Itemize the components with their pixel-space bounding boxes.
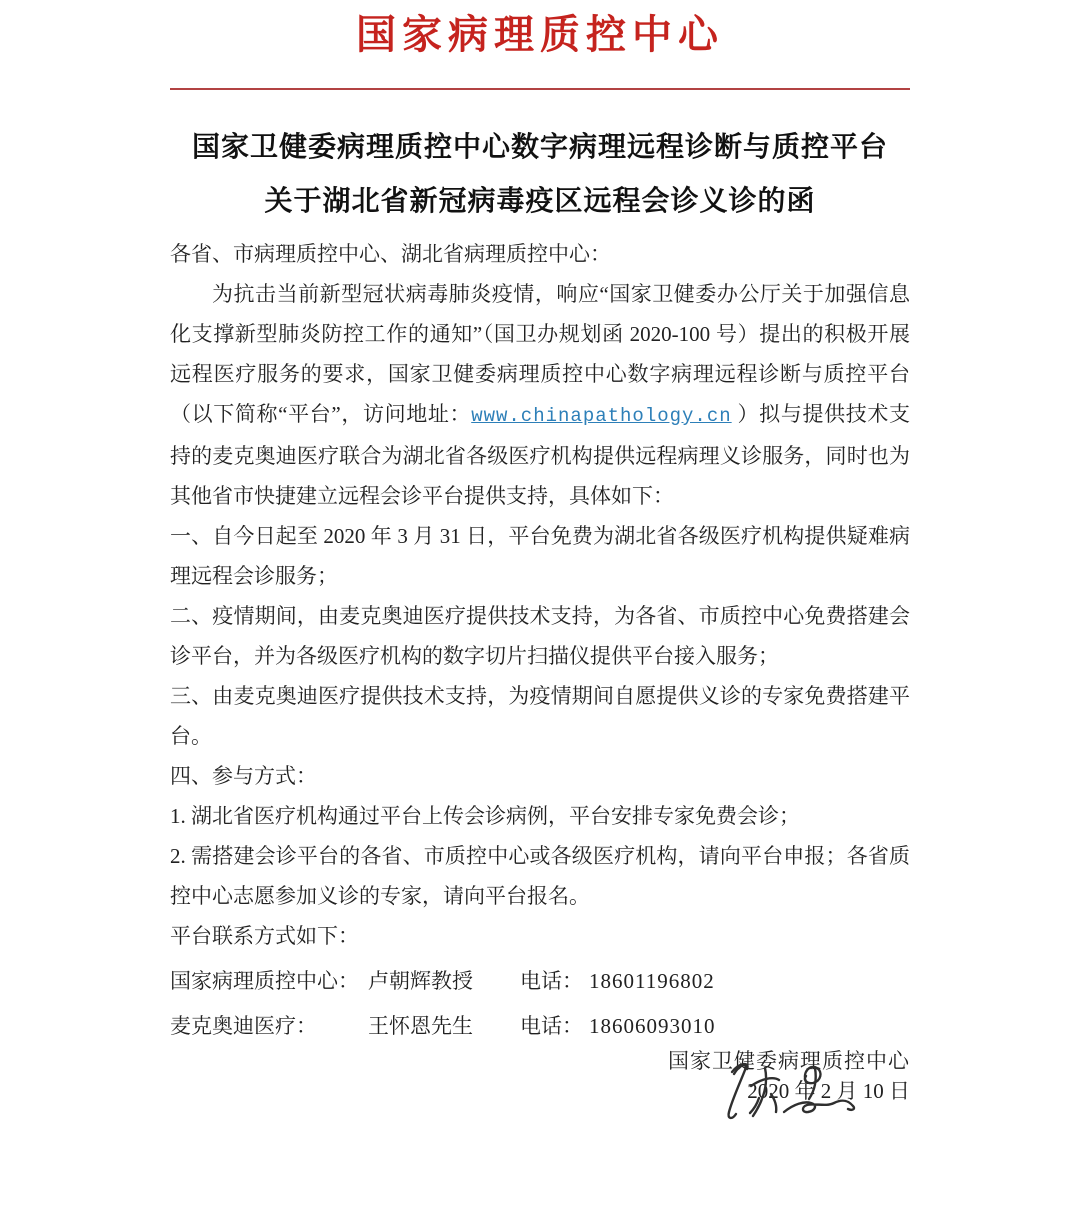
list-sub-item-1: 1. 湖北省医疗机构通过平台上传会诊病例，平台安排专家免费会诊； [170,804,800,828]
contact-phone-label: 电话： [520,969,583,993]
intro-text-before-link: 为抗击当前新型冠状病毒肺炎疫情，响应“国家卫健委办公厅关于加强信息化支撑新型肺炎防控工作的通知”（国卫办规划函 2020-100 号）提出的积极开展远程医疗服务的要求，国家卫健委病理质控中心数字病理远程诊断与质控平台（以下简称“平台”，访问地址： [170,282,910,426]
contact-person-name: 王怀恩先生 [368,1014,473,1038]
contact-org-label: 国家病理质控中心： [170,969,359,993]
list-item-2: 二、疫情期间，由麦克奥迪医疗提供技术支持，为各省、市质控中心免费搭建会诊平台，并为各级医疗机构的数字切片扫描仪提供平台接入服务； [170,604,910,668]
intro-paragraph [170,274,910,516]
contact-phone-number: 18606093010 [589,1014,716,1038]
platform-url-link[interactable]: www.chinapathology.cn [471,405,732,427]
list-item-4: 四、参与方式： [170,764,317,788]
document-title-line2: 关于湖北省新冠病毒疫区远程会诊义诊的函 [264,185,816,216]
contact-row-motic-medical [170,1006,910,1046]
contact-phone-label: 电话： [520,1014,583,1038]
salutation: 各省、市病理质控中心、湖北省病理质控中心： [170,242,611,266]
list-sub-item-2: 2. 需搭建会诊平台的各省、市质控中心或各级医疗机构，请向平台申报；各省质控中心志愿参加义诊的专家，请向平台报名。 [170,844,910,908]
signature-org: 国家卫健委病理质控中心 [668,1049,910,1073]
contact-heading: 平台联系方式如下： [170,924,359,948]
contact-org-label: 麦克奥迪医疗： [170,1014,317,1038]
contact-person-name: 卢朝辉教授 [368,969,473,993]
contact-row-national-center [170,961,910,1001]
list-item-3: 三、由麦克奥迪医疗提供技术支持，为疫情期间自愿提供义诊的专家免费搭建平台。 [170,684,910,748]
intro-text-after-link: ）拟与提供技术支持的麦克奥迪医疗联合为湖北省各级医疗机构提供远程病理义诊服务，同时也为其他省市快捷建立远程会诊平台提供支持，具体如下： [170,402,911,508]
signature-date: 2020 年 2 月 10 日 [747,1079,910,1103]
letterhead-org-name: 国家病理质控中心 [356,12,724,57]
letter-body [170,234,910,1106]
document-title-line1: 国家卫健委病理质控中心数字病理远程诊断与质控平台 [191,131,888,162]
handwritten-signature-icon [718,1052,868,1136]
letterhead-rule [170,88,910,90]
list-item-1: 一、自今日起至 2020 年 3 月 31 日，平台免费为湖北省各级医疗机构提供疑难病理远程会诊服务； [170,524,910,588]
contact-phone-number: 18601196802 [589,969,715,993]
